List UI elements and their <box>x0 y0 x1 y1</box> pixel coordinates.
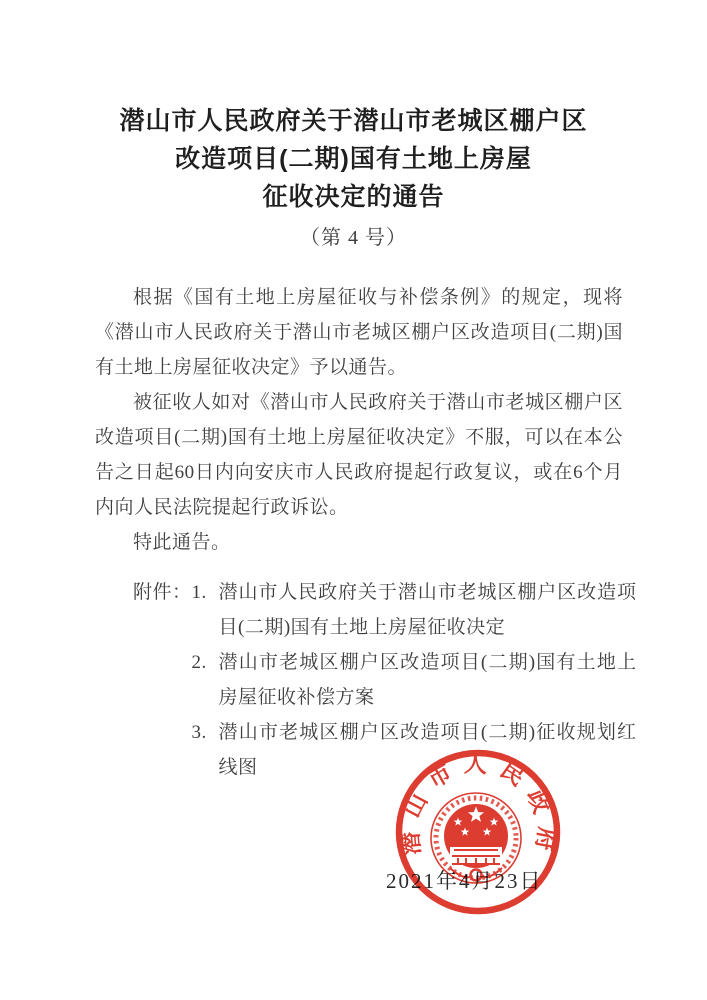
seal-text: 潜山市人民政府 <box>395 750 561 864</box>
paragraph-appeal-rights: 被征收人如对《潜山市人民政府关于潜山市老城区棚户区改造项目(二期)国有土地上房屋征收决定》不服，可以在本公告之日起60日内向安庆市人民政府提起行政复议，或在6个月内向人民法院提起行政诉讼。 <box>95 392 623 518</box>
attachment-item <box>192 645 637 715</box>
attachment-title: 潜山市老城区棚户区改造项目(二期)国有土地上房屋征收补偿方案 <box>218 652 637 708</box>
document-number: （第 4 号） <box>300 227 407 249</box>
attachment-number: 2. <box>191 652 207 673</box>
tiananmen-icon <box>450 844 502 865</box>
official-seal-icon <box>392 746 564 918</box>
attachment-title: 潜山市老城区棚户区改造项目(二期)征收规划红线图 <box>218 722 637 778</box>
attachment-title: 潜山市人民政府关于潜山市老城区棚户区改造项目(二期)国有土地上房屋征收决定 <box>218 582 637 638</box>
document-title <box>0 102 707 216</box>
attachment-item <box>192 575 637 645</box>
issue-date: 2021年4月23日 <box>386 869 543 893</box>
title-line-3: 征收决定的通告 <box>262 183 445 211</box>
attachments-label: 附件： <box>133 582 192 603</box>
attachment-number: 1. <box>191 582 207 603</box>
paragraph-closing: 特此通告。 <box>133 532 231 553</box>
national-emblem-icon <box>431 793 521 883</box>
paragraph-basis: 根据《国有土地上房屋征收与补偿条例》的规定，现将《潜山市人民政府关于潜山市老城区棚户区改造项目(二期)国有土地上房屋征收决定》予以通告。 <box>95 287 623 378</box>
title-line-2: 改造项目(二期)国有土地上房屋 <box>175 145 532 173</box>
document-body <box>95 280 623 560</box>
title-line-1: 潜山市人民政府关于潜山市老城区棚户区 <box>119 107 588 135</box>
attachment-number: 3. <box>191 722 207 743</box>
